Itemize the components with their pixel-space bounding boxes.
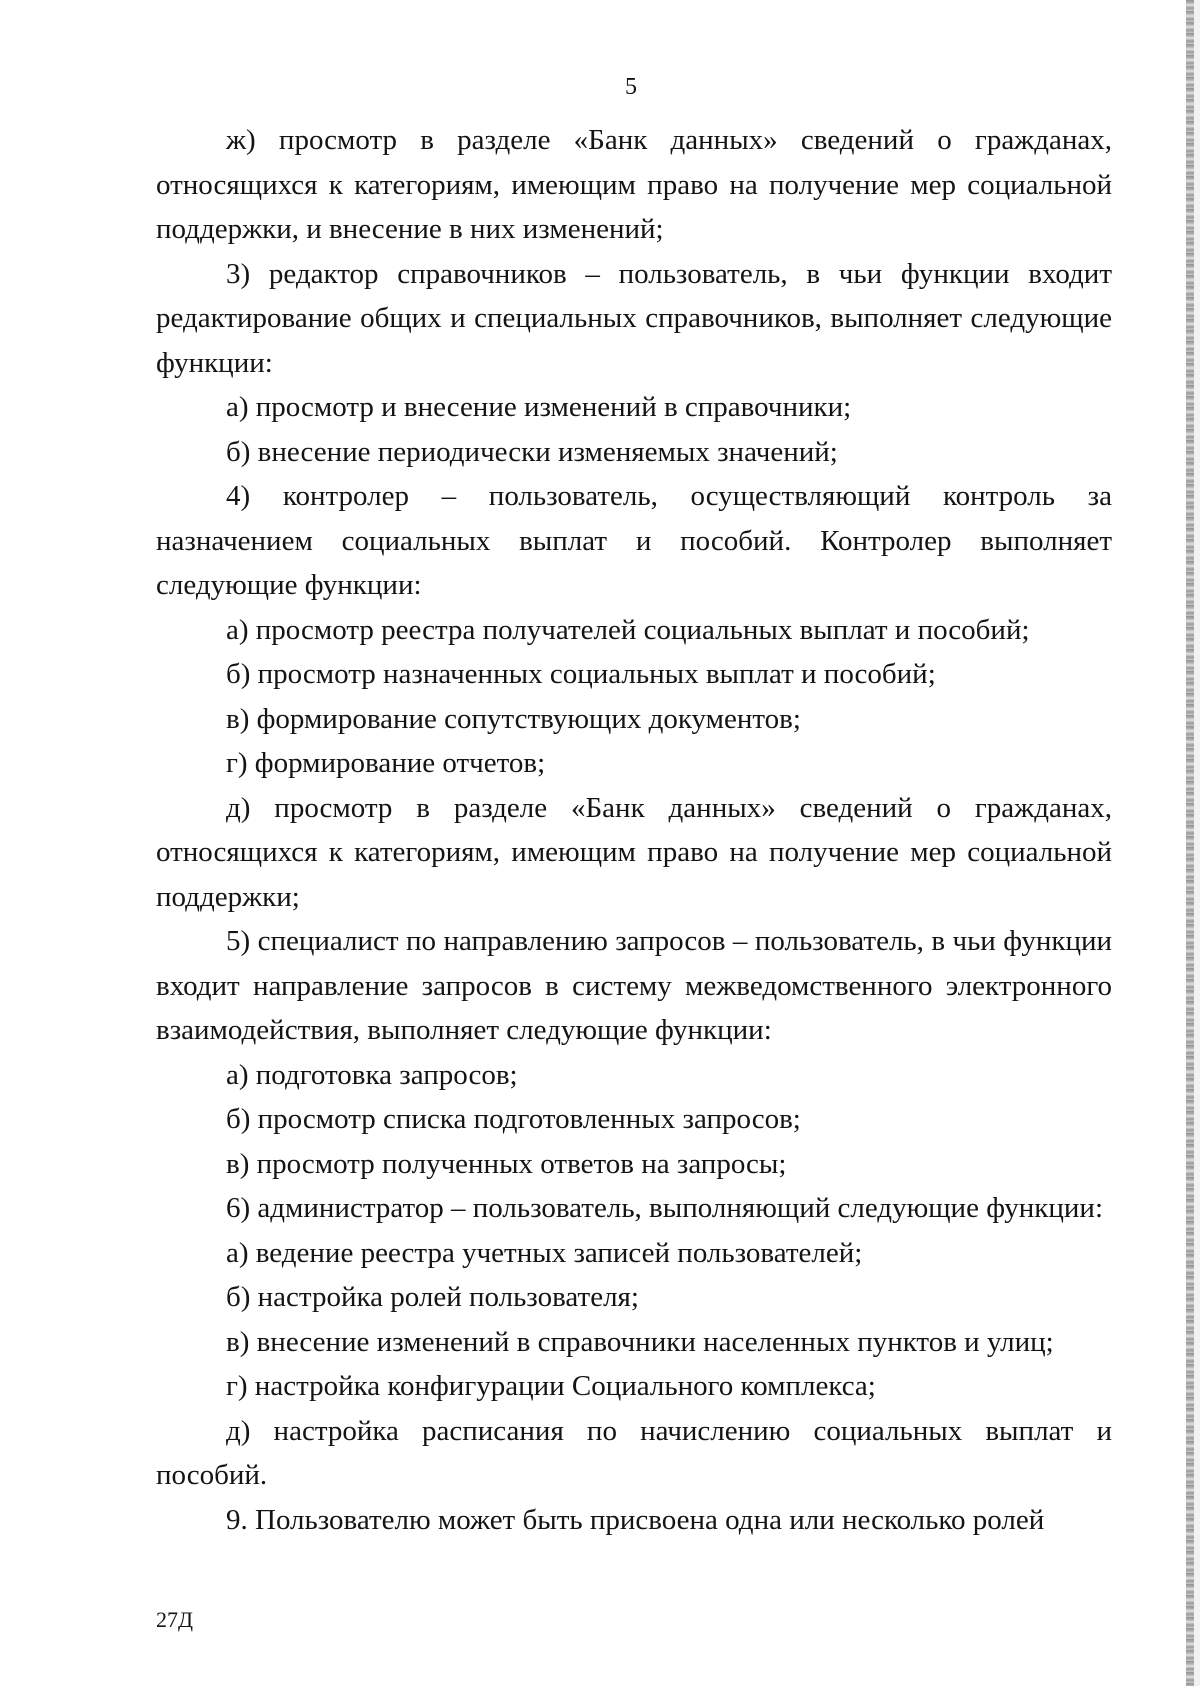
paragraph-role-6-administrator: 6) администратор – пользователь, выполняющий следующие функции: [226,1192,1103,1224]
paragraph-4e-bank-data-view: д) просмотр в разделе «Банк данных» сведений о гражданах, относящихся к категориям, имеющим право на получение мер социальной поддержки; [156,791,1112,913]
paragraph-zh-bank-data-edit: ж) просмотр в разделе «Банк данных» сведений о гражданах, относящихся к категориям, имеющим право на получение мер социальной поддержки, и внесение в них изменений; [156,124,1112,245]
paragraph-role-4-controller: 4) контролер – пользователь, осуществляющий контроль за назначением социальных выплат и пособий. Контролер выполняет следующие функции: [156,480,1112,601]
paragraph-3a-view-edit-references: а) просмотр и внесение изменений в справочники; [226,391,852,423]
paragraph-4b-assigned-payments: б) просмотр назначенных социальных выплат и пособий; [226,658,936,690]
paragraph-5c-received-answers: в) просмотр полученных ответов на запросы; [226,1147,787,1180]
document-footer-code: 27Д [156,1607,194,1632]
paragraph-5b-prepared-requests-list: б) просмотр списка подготовленных запросов; [226,1103,801,1135]
paragraph-role-5-request-specialist: 5) специалист по направлению запросов – пользователь, в чьи функции входит направление запросов в систему межведомственного электронного взаимодействия, выполняет следующие функции: [156,925,1112,1046]
paragraph-9-roles-assignment: 9. Пользователю может быть присвоена одна или несколько ролей [226,1503,1045,1536]
page-number: 5 [625,74,637,100]
scan-margin [1194,0,1200,1686]
paragraph-6a-accounts-registry: а) ведение реестра учетных записей пользователей; [226,1236,863,1269]
paragraph-5a-prepare-requests: а) подготовка запросов; [226,1058,518,1091]
document-body [156,118,1112,1542]
paragraph-6b-user-roles: б) настройка ролей пользователя; [226,1281,639,1313]
paragraph-4a-recipients-registry: а) просмотр реестра получателей социальных выплат и пособий; [226,613,1030,646]
paragraph-4c-accompanying-documents: в) формирование сопутствующих документов; [226,702,801,735]
paragraph-6d-configuration: г) настройка конфигурации Социального комплекса; [226,1370,876,1402]
paragraph-6e-schedule: д) настройка расписания по начислению социальных выплат и пособий. [156,1414,1112,1491]
scan-binding-edge [1186,0,1194,1686]
paragraph-6c-settlements-streets: в) внесение изменений в справочники населенных пунктов и улиц; [226,1325,1054,1358]
paragraph-3b-periodic-values: б) внесение периодически изменяемых значений; [226,435,838,468]
paragraph-role-3-reference-editor: 3) редактор справочников – пользователь, в чьи функции входит редактирование общих и специальных справочников, выполняет следующие функции: [156,257,1112,379]
paragraph-4d-reports: г) формирование отчетов; [226,747,546,779]
